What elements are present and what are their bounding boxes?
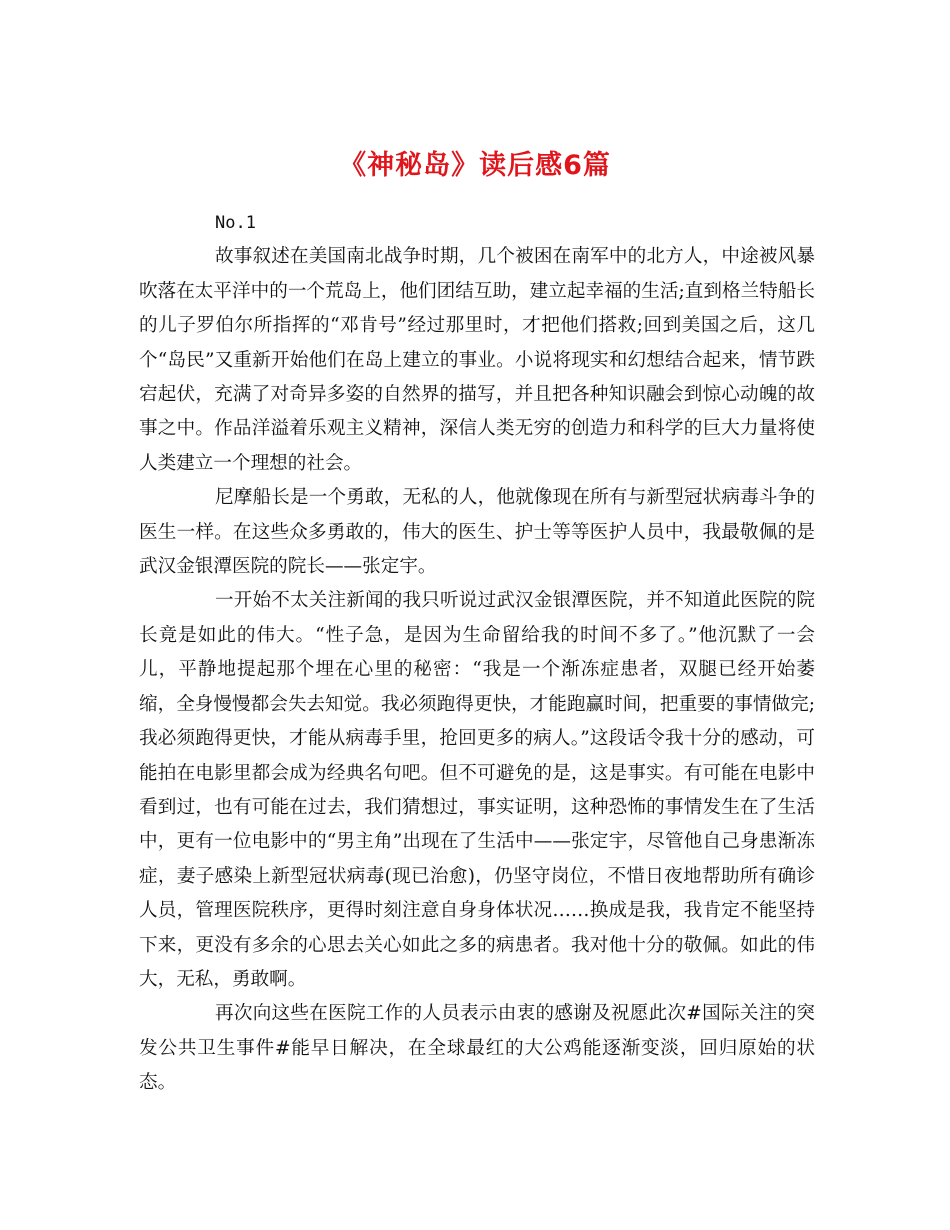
paragraph: 故事叙述在美国南北战争时期，几个被困在南军中的北方人，中途被风暴吹落在太平洋中的一个荒岛上，他们团结互助，建立起幸福的生活;直到格兰特船长的儿子罗伯尔所指挥的“邓肯号”经过那里时，才把他们搭救;回到美国之后，这几个“岛民”又重新开始他们在岛上建立的事业。小说将现实和幻想结合起来，情节跌宕起伏，充满了对奇异多姿的自然界的描写，并且把各种知识融会到惊心动魄的故事之中。作品洋溢着乐观主义精神，深信人类无穷的创造力和科学的巨大力量将使人类建立一个理想的社会。	[139, 246, 815, 474]
paragraph: 尼摩船长是一个勇敢，无私的人，他就像现在所有与新型冠状病毒斗争的医生一样。在这些众多勇敢的，伟大的医生、护士等等医护人员中，我最敬佩的是武汉金银潭医院的院长——张定宇。	[139, 487, 815, 578]
document-title: 《神秘岛》读后感6篇	[339, 150, 611, 182]
paragraph: 再次向这些在医院工作的人员表示由衷的感谢及祝愿此次#国际关注的突发公共卫生事件#能早日解决，在全球最红的大公鸡能逐渐变淡，回归原始的状态。	[139, 1003, 815, 1094]
paragraph: 一开始不太关注新闻的我只听说过武汉金银潭医院，并不知道此医院的院长竟是如此的伟大。“性子急，是因为生命留给我的时间不多了。”他沉默了一会儿，平静地提起那个埋在心里的秘密：“我是一个渐冻症患者，双腿已经开始萎缩，全身慢慢都会失去知觉。我必须跑得更快，才能跑赢时间，把重要的事情做完;我必须跑得更快，才能从病毒手里，抢回更多的病人。”这段话令我十分的感动，可能拍在电影里都会成为经典名句吧。但不可避免的是，这是事实。有可能在电影中看到过，也有可能在过去，我们猜想过，事实证明，这种恐怖的事情发生在了生活中，更有一位电影中的“男主角”出现在了生活中——张定宇，尽管他自己身患渐冻症，妻子感染上新型冠状病毒(现已治愈)，仍坚守岗位，不惜日夜地帮助所有确诊人员，管理医院秩序，更得时刻注意自身身体状况……换成是我，我肯定不能坚持下来，更没有多余的心思去关心如此之多的病患者。我对他十分的敬佩。如此的伟大，无私，勇敢啊。	[139, 590, 815, 990]
document-body	[139, 206, 815, 1101]
section-label: No.1	[215, 213, 256, 233]
